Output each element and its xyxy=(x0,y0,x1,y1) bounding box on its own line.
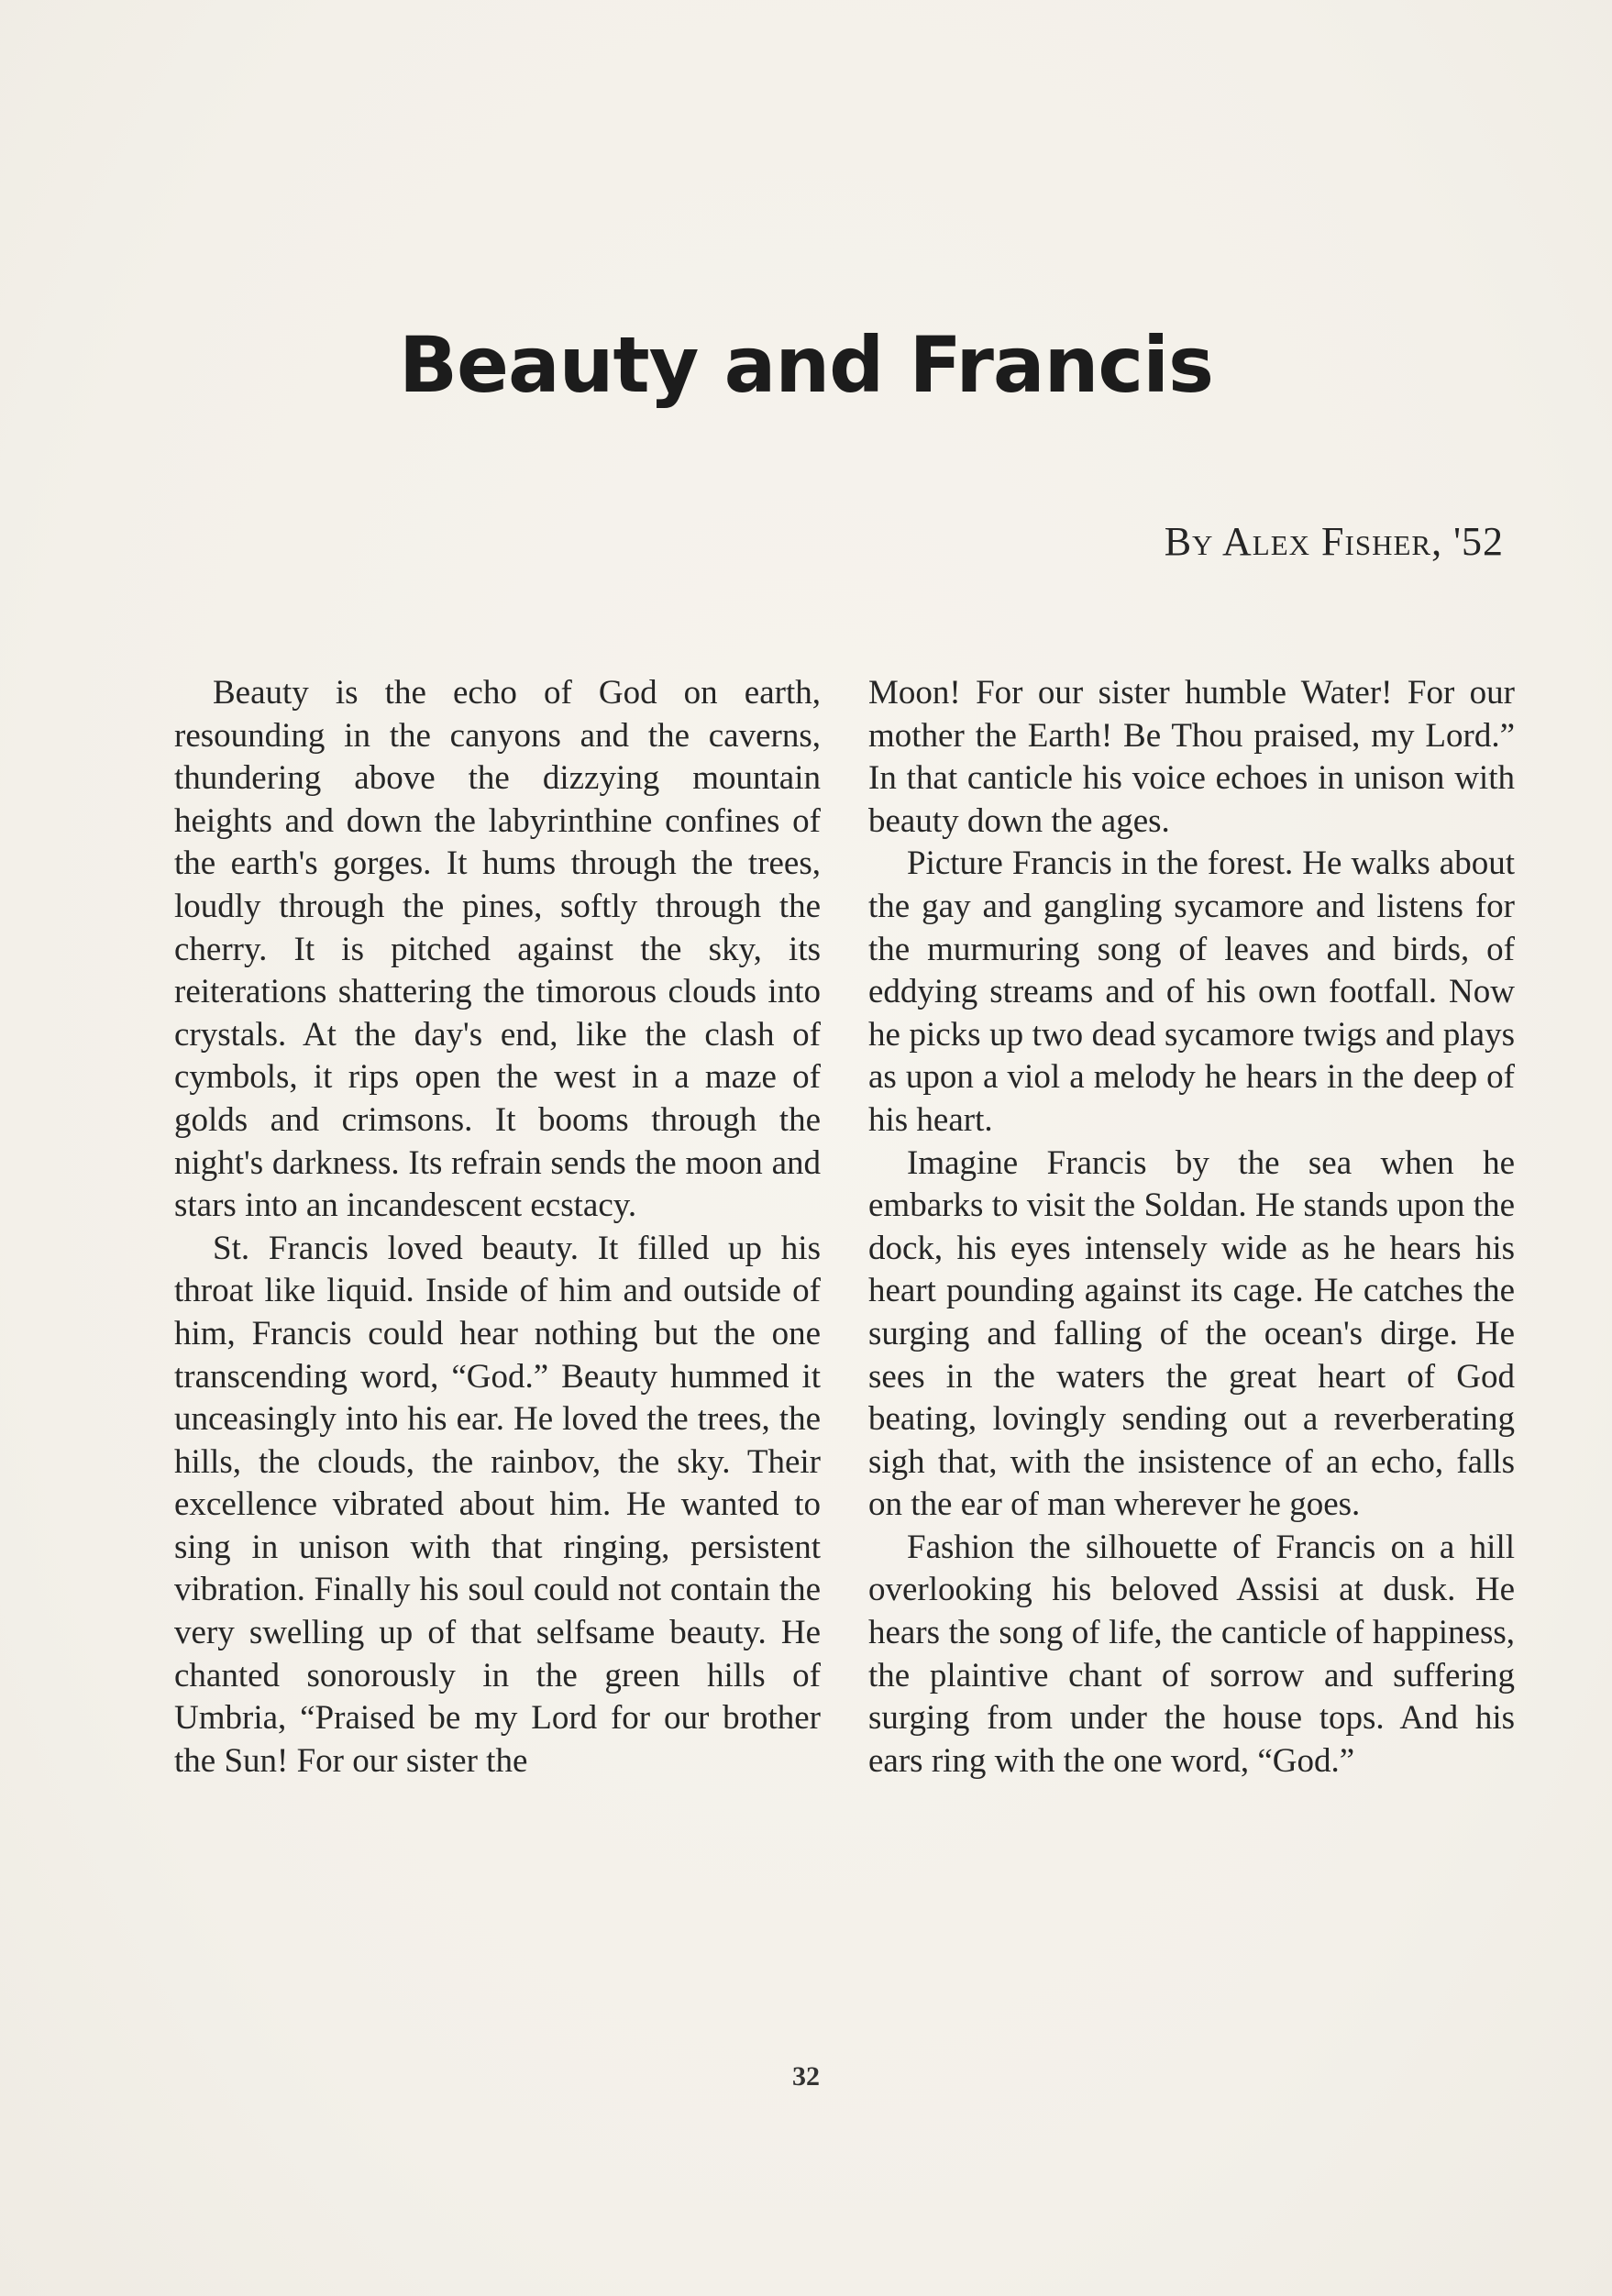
paragraph: Fashion the silhouette of Francis on a hill overlooking his beloved Assisi at dusk. He hears the song of life, the canticle of happiness, the plaintive chant of sorrow and suffering surging from under the house tops. And his ears ring with the one word, “God.” xyxy=(868,1528,1515,1780)
article-title: Beauty and Francis xyxy=(399,320,1213,411)
page-number: 32 xyxy=(792,2061,820,2092)
paragraph: Imagine Francis by the sea when he embarks to visit the Soldan. He stands upon the dock, his eyes intensely wide as he hears his heart pounding against its cage. He catches the surging and falling of the ocean's dirge. He sees in the waters the great heart of God beating, lovingly sending out a reverberating sigh that, with the insistence of an echo, falls on the ear of man wherever he goes. xyxy=(868,1143,1515,1524)
text-column-right xyxy=(868,672,1515,1783)
paragraph: St. Francis loved beauty. It filled up his throat like liquid. Inside of him and outside of him, Francis could hear nothing but the one transcending word, “God.” Beauty hummed it unceasingly into his ear. He loved the trees, the hills, the clouds, the rainbov, the sky. Their excellence vibrated about him. He wanted to sing in unison with that ringing, persistent vibration. Finally his soul could not contain the very swelling up of that selfsame beauty. He chanted sonorously in the green hills of Umbria, “Praised be my Lord for our brother the Sun! For our sister the xyxy=(174,1229,821,1780)
paragraph: Picture Francis in the forest. He walks about the gay and gangling sycamore and listens for the murmuring song of leaves and birds, of eddying streams and of his own footfall. Now he picks up two dead sycamore twigs and plays as upon a viol a melody he hears in the deep of his heart. xyxy=(868,844,1515,1139)
paragraph: Beauty is the echo of God on earth, resounding in the canyons and the caverns, thundering above the dizzying mountain heights and down the labyrinthine confines of the earth's gorges. It hums through the trees, loudly through the pines, softly through the cherry. It is pitched against the sky, its reiterations shattering the timorous clouds into crystals. At the day's end, like the clash of cymbols, it rips open the west in a maze of golds and crimsons. It booms through the night's darkness. Its refrain sends the moon and stars into an incandescent ecstacy. xyxy=(174,674,821,1225)
text-column-left xyxy=(174,672,821,1783)
article-byline: By Alex Fisher, '52 xyxy=(1164,519,1504,564)
paragraph-continued: Moon! For our sister humble Water! For our mother the Earth! Be Thou praised, my Lord.” In that canticle his voice echoes in unison with beauty down the ages. xyxy=(868,674,1515,840)
